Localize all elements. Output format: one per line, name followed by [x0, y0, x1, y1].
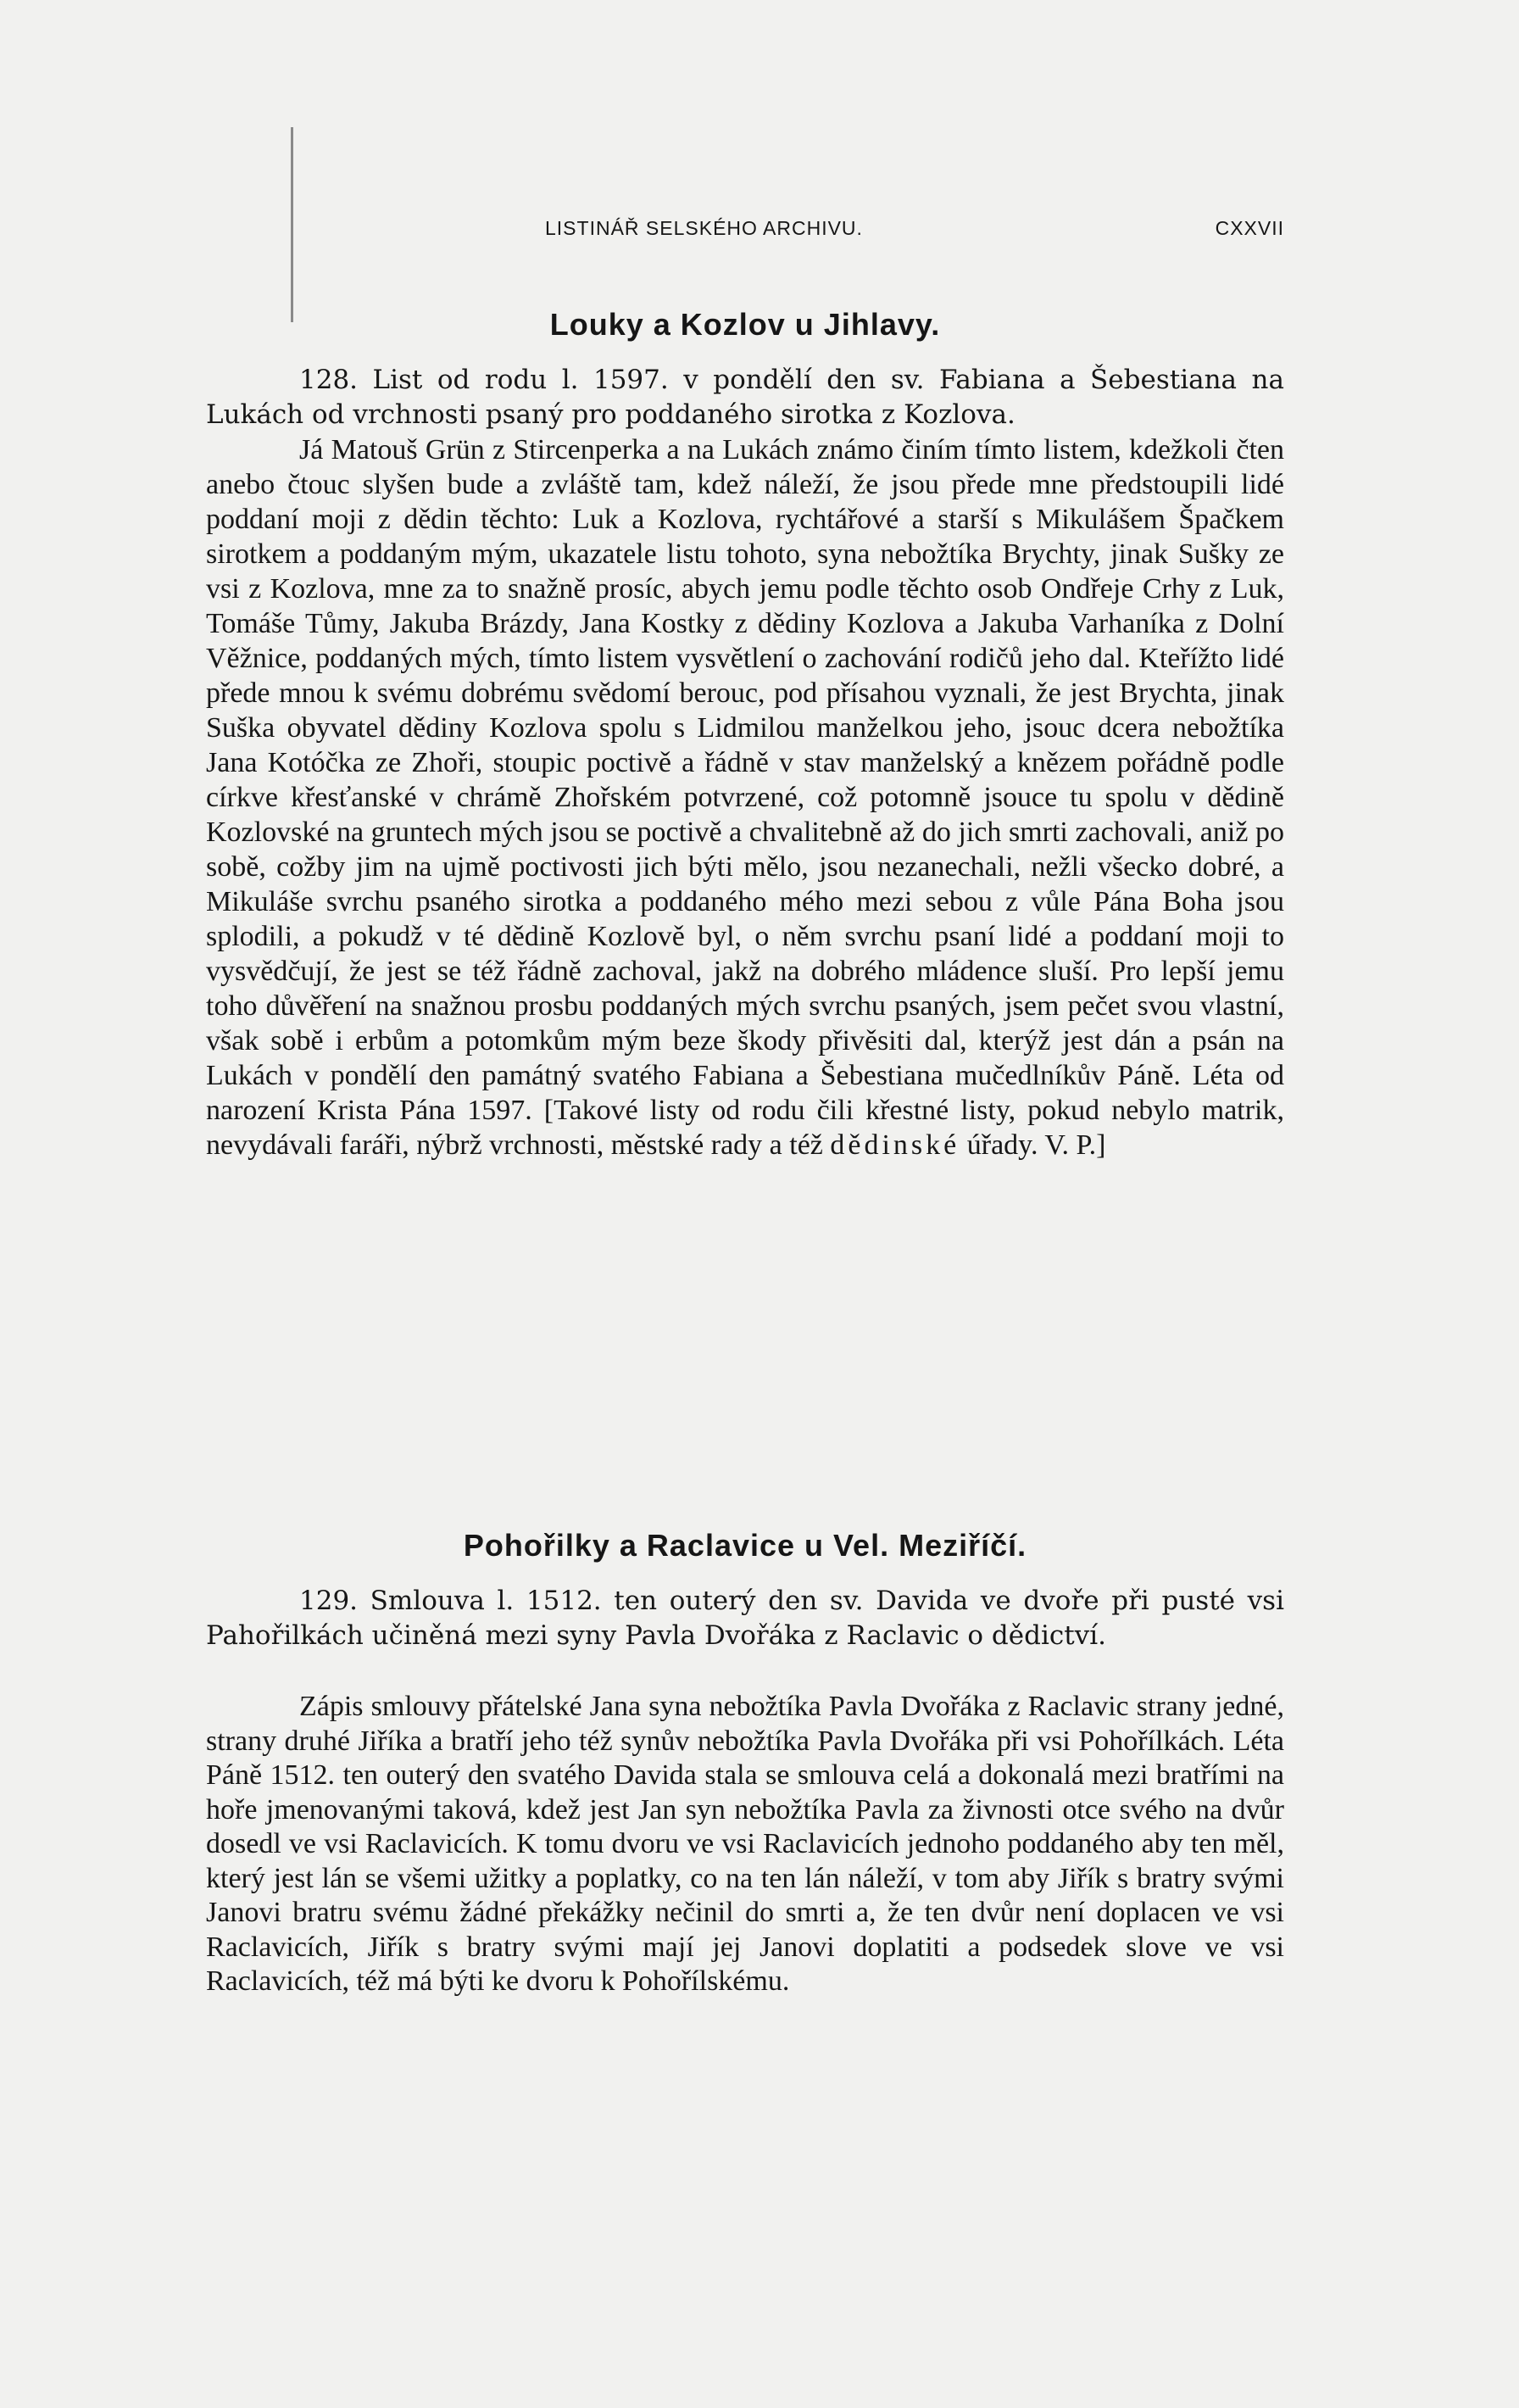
document-body	[206, 1690, 1284, 1999]
body-text: Já Matouš Grün z Stircenperka a na Lukách známo činím tímto listem, kdežkoli čten anebo čtouc slyšen bude a zvláště tam, kdež náleží, že jsou přede mne předstoupili lidé poddaní moji z dědin těchto: Luk a Kozlova, rychtářové a starší s Mikulášem Špačkem sirotkem a poddaným mým, ukazatele listu tohoto, syna nebožtíka Brychty, jinak Sušky ze vsi z Kozlova, mne za to snažně prosíc, abych jemu podle těchto osob Ondřeje Crhy z Luk, Tomáše Tůmy, Jakuba Brázdy, Jana Kostky z dědiny Kozlova a Jakuba Varhaníka z Dolní Věžnice, poddaných mých, tímto listem vysvětlení o zachování rodičů jeho dal. Kteřížto lidé přede mnou k svému dobrému svědomí berouc, pod přísahou vyznali, že jest Brychta, jinak Suška obyvatel dědiny Kozlova spolu s Lidmilou manželkou jeho, jsouc dcera nebožtíka Jana Kotóčka ze Zhoři, stoupic poctivě a řádně v stav manželský a knězem pořádně podle církve křesťanské v chrámě Zhořském potvrzené, což potomně jsouce tu spolu v dědině Kozlovské na gruntech mých jsou se poctivě a chvalitebně až do jich smrti zachovali, aniž po sobě, cožby jim na ujmě poctivosti jich býti mělo, jsou nezanechali, nežli všecko dobré, a Mikuláše svrchu psaného sirotka a poddaného mého mezi sebou z vůle Pána Boha jsou splodili, a pokudž v té dědině Kozlově byl, o něm svrchu psaní lidé a poddaní moji to vysvědčují, že jest se též řádně zachoval, jakž na dobrého mládence sluší. Pro lepší jemu toho důvěření na snažnou prosbu poddaných mých svrchu psaných, jsem pečet svou vlastní, však sobě i erbům a potomkům mým beze škody přivěsiti dal, kterýž jest dán a psán na Lukách v pondělí den památný svatého Fabiana a Šebestiana mučedlníkův Páně. Léta od narození Krista Pána 1597. [Takové listy od rodu čili křestné listy, pokud nebylo matrik, nevydávali faráři, nýbrž vrchnosti, městské rady a též	[206, 434, 1284, 1161]
regest-text: 128. List od rodu l. 1597. v pondělí den sv. Fabiana a Šebestiana na Lukách od vrchnosti psaný pro poddaného sirotka z Kozlova.	[206, 365, 1284, 430]
spaced-word: dědinské	[830, 1129, 960, 1161]
page-header	[206, 217, 1284, 251]
body-text-end: úřady. V. P.]	[966, 1129, 1106, 1161]
section-heading: Pohořilky a Raclavice u Vel. Meziříčí.	[463, 1528, 1027, 1563]
running-title: LISTINÁŘ SELSKÉHO ARCHIVU.	[545, 217, 863, 239]
document-body	[206, 432, 1284, 1162]
document-regest	[206, 363, 1284, 432]
page-number: CXXVII	[1215, 217, 1284, 239]
section-heading: Louky a Kozlov u Jihlavy.	[549, 307, 941, 342]
body-paragraph: Zápis smlouvy přátelské Jana syna nebožtíka Pavla Dvořáka z Raclavic strany jedné, strany druhé Jiříka a bratří jeho též synův nebožtíka Pavla Dvořáka při vsi Pohořílkách. Léta Páně 1512. ten outerý den svatého Davida stala se smlouva celá a dokonalá mezi bratřími na hoře jmenovanými taková, kdež jest Jan syn nebožtíka Pavla za živnosti otce svého na dvůr dosedl ve vsi Raclavicích. K tomu dvoru ve vsi Raclavicích jednoho poddaného aby ten měl, který jest lán se všemi užitky a poplatky, co na ten lán náleží, v tom aby Jiřík s bratry svými Janovi bratru svému žádné překážky nečinil do smrti a, že ten dvůr není doplacen ve vsi Raclavicích, Jiřík s bratry svými mají jej Janovi doplatiti a podsedek slove ve vsi Raclavicích, též má býti ke dvoru k Pohořílskému.	[206, 1691, 1284, 1997]
regest-text: 129. Smlouva l. 1512. ten outerý den sv. Davida ve dvoře při pusté vsi Pahořilkách učiněná mezi syny Pavla Dvořáka z Raclavic o dědictví.	[206, 1586, 1284, 1651]
document-regest	[206, 1584, 1284, 1653]
body-paragraph	[206, 432, 1284, 1162]
